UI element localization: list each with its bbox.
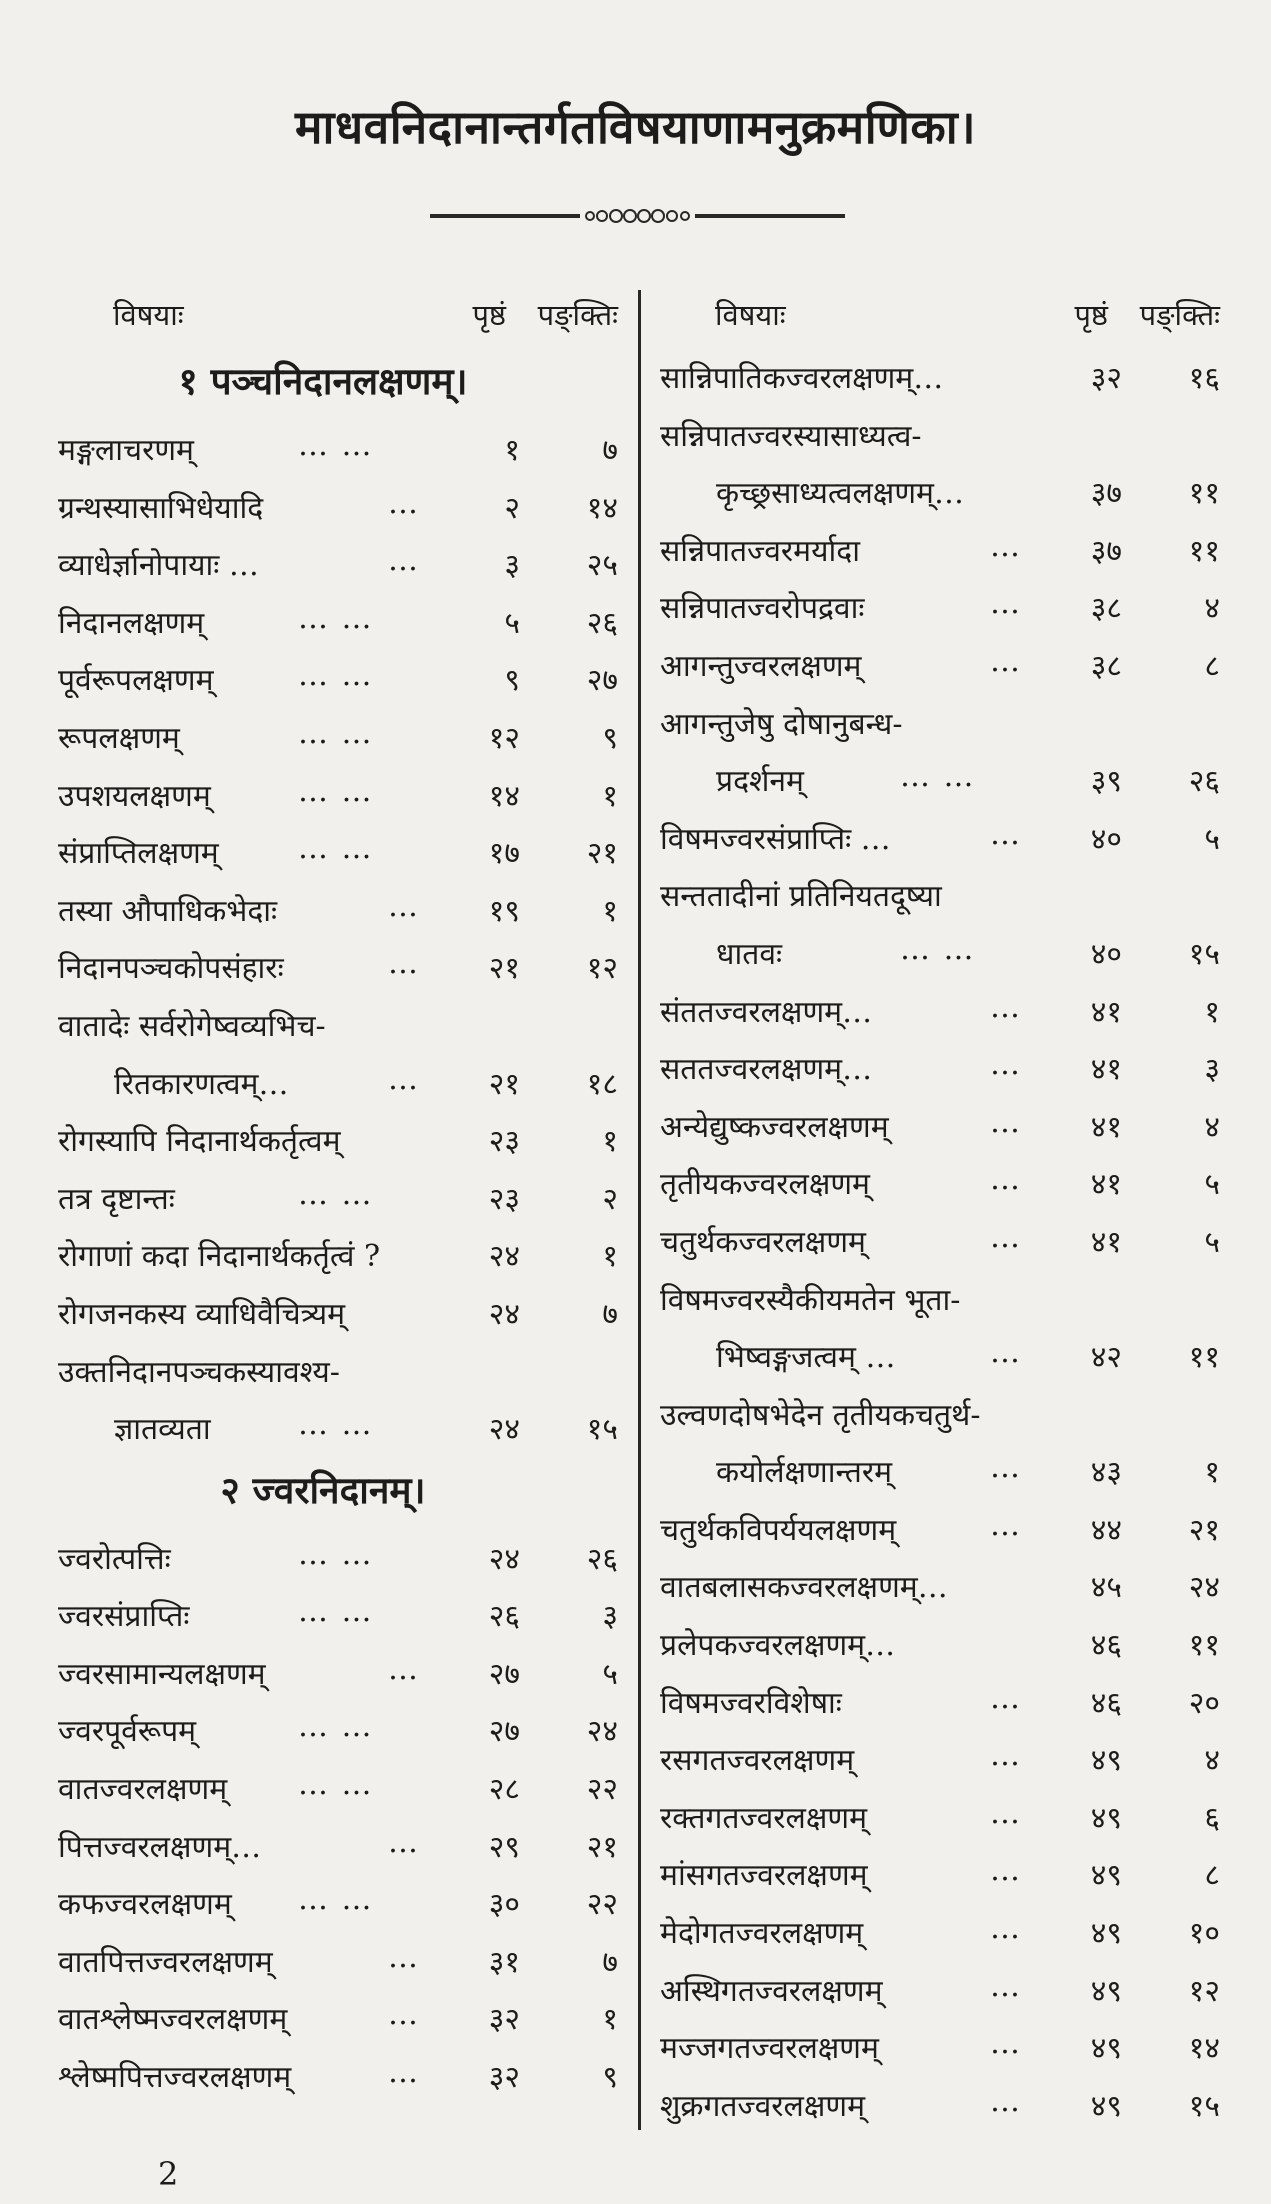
index-subject: चतुर्थकविपर्ययलक्षणम्	[660, 1512, 897, 1548]
index-subject: प्रदर्शनम्	[716, 764, 804, 800]
index-page-number: ३२	[488, 2002, 520, 2038]
index-page-number: ४१	[1090, 1167, 1122, 1203]
index-subject: मेदोगतज्वरलक्षणम्	[660, 1916, 864, 1952]
leader-dots: …	[990, 1968, 1022, 2004]
index-page-number: २१	[488, 951, 520, 987]
index-row	[660, 691, 1220, 749]
leader-dots: … …	[298, 715, 374, 751]
leader-dots: …	[388, 888, 420, 924]
index-row	[660, 460, 1220, 518]
leader-dots: … …	[298, 1536, 374, 1572]
index-subject: मांसगतज्वरलक्षणम्	[660, 1858, 868, 1894]
index-row	[58, 1396, 618, 1454]
leader-dots: …	[990, 1047, 1022, 1083]
index-line-number: ५	[1204, 821, 1220, 857]
index-page-number: २९	[488, 1829, 520, 1865]
index-line-number: २६	[586, 605, 618, 641]
index-row	[660, 979, 1220, 1037]
ornament-divider	[430, 202, 845, 230]
index-line-number: ५	[602, 1656, 618, 1692]
index-row	[660, 748, 1220, 806]
leader-dots: … …	[298, 773, 374, 809]
index-row	[58, 1339, 618, 1397]
index-line-number: ७	[602, 1944, 618, 1980]
index-subject: तृतीयकज्वरलक्षणम्	[660, 1167, 870, 1203]
index-subject: वातज्वरलक्षणम्	[58, 1772, 228, 1808]
index-line-number: १	[602, 1124, 618, 1160]
leader-dots: … …	[298, 831, 374, 867]
index-subject: धातवः	[716, 936, 783, 972]
index-line-number: ९	[602, 2060, 618, 2096]
leader-dots: …	[388, 1061, 420, 1097]
leader-dots: …	[388, 1824, 420, 1860]
index-line-number: ८	[1204, 1858, 1220, 1894]
left-list-1	[58, 417, 618, 1454]
index-line-number: ११	[1188, 1628, 1220, 1664]
index-row	[58, 417, 618, 475]
section-heading-1: १ पञ्चनिदानलक्षणम्।	[178, 359, 468, 403]
index-subject: संततज्वरलक्षणम्…	[660, 994, 873, 1030]
index-subject: रूपलक्षणम्	[58, 720, 180, 756]
index-row	[58, 590, 618, 648]
index-page-number: ४१	[1090, 1109, 1122, 1145]
index-line-number: १	[602, 2002, 618, 2038]
index-line-number: १२	[586, 951, 618, 987]
index-subject: रितकारणत्वम्…	[114, 1066, 289, 1102]
leader-dots: …	[990, 1104, 1022, 1140]
leader-dots: …	[388, 1651, 420, 1687]
index-row	[58, 878, 618, 936]
index-line-number: २१	[586, 1829, 618, 1865]
index-row	[660, 1842, 1220, 1900]
index-row	[660, 806, 1220, 864]
leader-dots: … …	[298, 658, 374, 694]
index-subject: तस्या औपाधिकभेदाः	[58, 893, 278, 929]
column-divider	[638, 290, 641, 2130]
leader-dots: …	[990, 2026, 1022, 2062]
right-column	[660, 285, 1220, 2130]
index-row	[660, 1727, 1220, 1785]
index-row	[58, 1871, 618, 1929]
index-page-number: २३	[488, 1181, 520, 1217]
index-subject: उक्तनिदानपञ्चकस्यावश्य-	[58, 1354, 340, 1390]
index-row	[660, 1670, 1220, 1728]
leader-dots: …	[388, 1939, 420, 1975]
leader-dots: … …	[900, 759, 976, 795]
index-page-number: ३८	[1090, 591, 1122, 627]
index-row	[58, 705, 618, 763]
index-page-number: १२	[488, 720, 520, 756]
index-subject: संप्राप्तिलक्षणम्	[58, 836, 219, 872]
leader-dots: …	[990, 1853, 1022, 1889]
index-row	[660, 1209, 1220, 1267]
index-subject: वातपित्तज्वरलक्षणम्	[58, 1944, 273, 1980]
index-row	[58, 1583, 618, 1641]
index-subject: चतुर्थकज्वरलक्षणम्	[660, 1224, 866, 1260]
index-line-number: २१	[586, 836, 618, 872]
leader-dots: …	[990, 528, 1022, 564]
index-row	[58, 475, 618, 533]
index-line-number: १	[1204, 1455, 1220, 1491]
index-subject: व्याधेर्ज्ञानोपायाः …	[58, 548, 259, 584]
index-subject: सततज्वरलक्षणम्…	[660, 1052, 873, 1088]
index-page-number: ४१	[1090, 1052, 1122, 1088]
index-subject: ज्ञातव्यता	[114, 1412, 211, 1448]
index-subject: श्लेष्मपित्तज्वरलक्षणम्	[58, 2060, 292, 2096]
leader-dots: …	[990, 1738, 1022, 1774]
index-row	[58, 820, 618, 878]
index-page-number: ४६	[1090, 1685, 1122, 1721]
index-line-number: १२	[1188, 1973, 1220, 2009]
index-row	[660, 518, 1220, 576]
index-row	[660, 921, 1220, 979]
index-row	[660, 863, 1220, 921]
index-page-number: ४९	[1090, 1800, 1122, 1836]
index-row	[660, 1036, 1220, 1094]
index-row	[660, 2015, 1220, 2073]
index-subject: वातश्लेष्मज्वरलक्षणम्	[58, 2002, 288, 2038]
index-subject: मज्जगतज्वरलक्षणम्	[660, 2031, 879, 2067]
leader-dots: …	[990, 1219, 1022, 1255]
index-subject: आगन्तुज्वरलक्षणम्	[660, 648, 862, 684]
index-subject: निदानलक्षणम्	[58, 605, 205, 641]
leader-dots: …	[990, 643, 1022, 679]
leader-dots: … …	[298, 428, 374, 463]
right-column-header	[660, 285, 1220, 345]
index-line-number: ३	[1204, 1052, 1220, 1088]
index-row	[58, 993, 618, 1051]
right-list	[660, 345, 1220, 2130]
index-line-number: १५	[1188, 936, 1220, 972]
index-row	[660, 1382, 1220, 1440]
index-subject: सन्निपातज्वरस्यासाध्यत्व-	[660, 418, 922, 454]
index-row	[660, 1497, 1220, 1555]
leader-dots: …	[990, 989, 1022, 1025]
index-subject: विषमज्वरस्यैकीयमतेन भूता-	[660, 1282, 961, 1318]
index-row	[660, 633, 1220, 691]
index-subject: विषमज्वरसंप्राप्तिः …	[660, 821, 891, 857]
left-list-2	[58, 1526, 618, 2102]
index-line-number: २२	[586, 1772, 618, 1808]
index-page-number: ३८	[1090, 648, 1122, 684]
index-line-number: ४	[1204, 591, 1220, 627]
index-row	[58, 1698, 618, 1756]
index-page-number: २७	[488, 1656, 520, 1692]
index-line-number: १८	[586, 1066, 618, 1102]
index-subject: शुक्रगतज्वरलक्षणम्	[660, 2088, 866, 2124]
index-line-number: ११	[1188, 476, 1220, 512]
index-row	[660, 1612, 1220, 1670]
leader-dots: …	[990, 1680, 1022, 1716]
index-row	[660, 1900, 1220, 1958]
index-subject: तत्र दृष्टान्तः	[58, 1181, 175, 1217]
index-subject: सन्निपातज्वरमर्यादा	[660, 533, 860, 569]
index-line-number: २५	[586, 548, 618, 584]
index-line-number: १	[602, 893, 618, 929]
index-page-number: ४३	[1090, 1455, 1122, 1491]
index-page-number: २३	[488, 1124, 520, 1160]
index-line-number: ११	[1188, 1340, 1220, 1376]
index-line-number: १	[602, 1239, 618, 1275]
index-subject: भिष्वङ्गजत्वम् …	[716, 1340, 896, 1376]
index-page-number: ३७	[1090, 533, 1122, 569]
index-row	[660, 345, 1220, 403]
index-row	[58, 1986, 618, 2044]
subject-header: विषयाः	[113, 298, 184, 332]
index-page-number: ३९	[1090, 764, 1122, 800]
index-line-number: १५	[586, 1412, 618, 1448]
index-subject: ज्वरपूर्वरूपम्	[58, 1714, 197, 1750]
index-page-number: २८	[488, 1772, 520, 1808]
leader-dots: … …	[298, 1176, 374, 1212]
index-row	[660, 575, 1220, 633]
leader-dots: … …	[298, 1407, 374, 1443]
index-page-number: ४९	[1090, 1916, 1122, 1952]
index-row	[58, 1641, 618, 1699]
index-row	[58, 1223, 618, 1281]
index-line-number: ९	[602, 720, 618, 756]
index-page-number: २	[504, 490, 520, 526]
index-subject: निदानपञ्चकोपसंहारः	[58, 951, 284, 987]
leader-dots: …	[388, 1997, 420, 2033]
index-line-number: ५	[1204, 1167, 1220, 1203]
index-page-number: ४१	[1090, 994, 1122, 1030]
index-subject: सन्निपातज्वरोपद्रवाः	[660, 591, 865, 627]
index-subject: ज्वरोत्पत्तिः	[58, 1541, 171, 1577]
leader-dots: …	[990, 586, 1022, 622]
index-page-number: ३७	[1090, 476, 1122, 512]
leader-dots: …	[388, 543, 420, 579]
leader-dots: …	[388, 2055, 420, 2091]
index-line-number: २	[602, 1181, 618, 1217]
index-line-number: २२	[586, 1887, 618, 1923]
index-line-number: ७	[602, 433, 618, 468]
leader-dots: … …	[298, 1594, 374, 1630]
leader-dots: …	[990, 1795, 1022, 1831]
index-page-number: ३१	[488, 1944, 520, 1980]
index-subject: ज्वरसंप्राप्तिः	[58, 1599, 190, 1635]
index-row	[660, 1785, 1220, 1843]
index-page-number: ४९	[1090, 1973, 1122, 2009]
index-page-number: ४४	[1090, 1512, 1122, 1548]
index-subject: सन्ततादीनां प्रतिनियतदूष्या	[660, 879, 942, 915]
leader-dots: … …	[900, 931, 976, 967]
index-subject: आगन्तुजेषु दोषानुबन्ध-	[660, 706, 903, 742]
index-page-number: ४९	[1090, 2031, 1122, 2067]
leader-dots: … …	[298, 1709, 374, 1745]
leader-dots: …	[990, 1507, 1022, 1543]
index-row	[58, 1929, 618, 1987]
leader-dots: …	[990, 1911, 1022, 1947]
index-page-number: १९	[488, 893, 520, 929]
index-page-number: ३२	[1090, 361, 1122, 396]
index-subject: ग्रन्थस्यासाभिधेयादि	[58, 490, 264, 526]
index-page-number: ४०	[1090, 821, 1122, 857]
index-row	[660, 1439, 1220, 1497]
index-line-number: २१	[1188, 1512, 1220, 1548]
index-page-number: २४	[488, 1239, 520, 1275]
index-page-number: १४	[488, 778, 520, 814]
index-page-number: ४२	[1090, 1340, 1122, 1376]
index-subject: प्रलेपकज्वरलक्षणम्…	[660, 1628, 896, 1664]
leader-dots: … …	[298, 1882, 374, 1918]
index-page-number: २४	[488, 1541, 520, 1577]
leader-dots: …	[990, 2083, 1022, 2119]
index-subject: रसगतज्वरलक्षणम्	[660, 1743, 855, 1779]
index-row	[58, 1051, 618, 1109]
index-row	[660, 2073, 1220, 2131]
index-line-number: ७	[602, 1296, 618, 1332]
left-column-header	[58, 285, 618, 345]
index-subject: विषमज्वरविशेषाः	[660, 1685, 842, 1721]
index-line-number: १	[602, 778, 618, 814]
index-line-number: १६	[1188, 361, 1220, 396]
index-row	[660, 1094, 1220, 1152]
index-line-number: ४	[1204, 1743, 1220, 1779]
leader-dots: …	[388, 946, 420, 982]
left-column	[58, 285, 618, 2102]
index-row	[58, 647, 618, 705]
leader-dots: …	[990, 1162, 1022, 1198]
index-subject: रोगस्यापि निदानार्थकर्तृत्वम्	[58, 1124, 341, 1160]
index-subject: सान्निपातिकज्वरलक्षणम्…	[660, 361, 944, 396]
index-row	[58, 763, 618, 821]
index-line-number: १	[1204, 994, 1220, 1030]
index-row	[660, 1267, 1220, 1325]
page-header: पृष्ठं	[472, 298, 506, 332]
index-line-number: १४	[1188, 2031, 1220, 2067]
index-page-number: ४१	[1090, 1224, 1122, 1260]
index-row	[660, 1554, 1220, 1612]
index-row	[58, 935, 618, 993]
index-page-number: ९	[504, 663, 520, 699]
page-header: पृष्ठं	[1074, 298, 1108, 332]
index-row	[58, 532, 618, 590]
index-line-number: ५	[1204, 1224, 1220, 1260]
index-line-number: १०	[1188, 1916, 1220, 1952]
leader-dots: … …	[298, 1767, 374, 1803]
index-row	[58, 1526, 618, 1584]
leader-dots: …	[990, 1450, 1022, 1486]
index-line-number: २७	[586, 663, 618, 699]
index-row	[58, 1281, 618, 1339]
index-subject: ज्वरसामान्यलक्षणम्	[58, 1656, 266, 1692]
index-row	[660, 1958, 1220, 2016]
index-line-number: २४	[586, 1714, 618, 1750]
leader-dots: …	[990, 816, 1022, 852]
index-row	[58, 2044, 618, 2102]
index-subject: कृच्छ्रसाध्यत्वलक्षणम्…	[716, 476, 964, 512]
index-page-number: २६	[488, 1599, 520, 1635]
index-page-number: ४६	[1090, 1628, 1122, 1664]
index-row	[660, 403, 1220, 461]
index-subject: कयोर्लक्षणान्तरम्	[716, 1455, 893, 1491]
index-row	[58, 1108, 618, 1166]
index-subject: पूर्वरूपलक्षणम्	[58, 663, 214, 699]
index-page-number: २१	[488, 1066, 520, 1102]
index-page-number: २४	[488, 1412, 520, 1448]
index-subject: मङ्गलाचरणम्	[58, 433, 194, 468]
line-header: पङ्क्तिः	[1139, 298, 1220, 332]
page-title: माधवनिदानान्तर्गतविषयाणामनुक्रमणिका।	[294, 100, 977, 154]
index-page-number: १	[504, 433, 520, 468]
leader-dots: … …	[298, 600, 374, 636]
index-row	[58, 1814, 618, 1872]
index-page-number: २७	[488, 1714, 520, 1750]
index-line-number: ४	[1204, 1109, 1220, 1145]
index-page-number: २४	[488, 1296, 520, 1332]
index-row	[58, 1166, 618, 1224]
page-number: 2	[158, 2155, 179, 2193]
index-line-number: २४	[1188, 1570, 1220, 1606]
index-page-number: १७	[488, 836, 520, 872]
index-page-number: ४०	[1090, 936, 1122, 972]
index-subject: रक्तगतज्वरलक्षणम्	[660, 1800, 868, 1836]
line-header: पङ्क्तिः	[537, 298, 618, 332]
index-subject: वातादेः सर्वरोगेष्वव्यभिच-	[58, 1008, 326, 1044]
index-page-number: ४९	[1090, 1743, 1122, 1779]
leader-dots: …	[388, 485, 420, 521]
index-subject: पित्तज्वरलक्षणम्…	[58, 1829, 262, 1865]
index-line-number: ६	[1204, 1800, 1220, 1836]
index-row	[660, 1324, 1220, 1382]
index-line-number: १५	[1188, 2088, 1220, 2124]
index-line-number: १४	[586, 490, 618, 526]
index-line-number: ११	[1188, 533, 1220, 569]
index-page-number: ४९	[1090, 1858, 1122, 1894]
index-subject: रोगजनकस्य व्याधिवैचित्र्यम्	[58, 1296, 346, 1332]
index-row	[660, 1151, 1220, 1209]
index-page-number: ३२	[488, 2060, 520, 2096]
index-subject: अन्येद्युष्कज्वरलक्षणम्	[660, 1109, 889, 1145]
index-subject: उल्वणदोषभेदेन तृतीयकचतुर्थ-	[660, 1397, 981, 1433]
index-subject: कफज्वरलक्षणम्	[58, 1887, 232, 1923]
index-line-number: २०	[1188, 1685, 1220, 1721]
section-heading-2: २ ज्वरनिदानम्।	[220, 1467, 426, 1512]
index-subject: अस्थिगतज्वरलक्षणम्	[660, 1973, 883, 2009]
index-page-number: ४५	[1090, 1570, 1122, 1606]
index-row	[58, 1756, 618, 1814]
index-subject: रोगाणां कदा निदानार्थकर्तृत्वं ?	[58, 1239, 381, 1275]
index-line-number: २६	[1188, 764, 1220, 800]
index-page-number: ३	[504, 548, 520, 584]
index-page-number: ५	[504, 605, 520, 641]
leader-dots: …	[990, 1335, 1022, 1371]
index-line-number: २६	[586, 1541, 618, 1577]
subject-header: विषयाः	[715, 298, 786, 332]
index-line-number: ८	[1204, 648, 1220, 684]
index-page-number: ३०	[488, 1887, 520, 1923]
index-page-number: ४९	[1090, 2088, 1122, 2124]
index-subject: उपशयलक्षणम्	[58, 778, 211, 814]
index-subject: वातबलासकज्वरलक्षणम्…	[660, 1570, 948, 1606]
index-line-number: ३	[602, 1599, 618, 1635]
